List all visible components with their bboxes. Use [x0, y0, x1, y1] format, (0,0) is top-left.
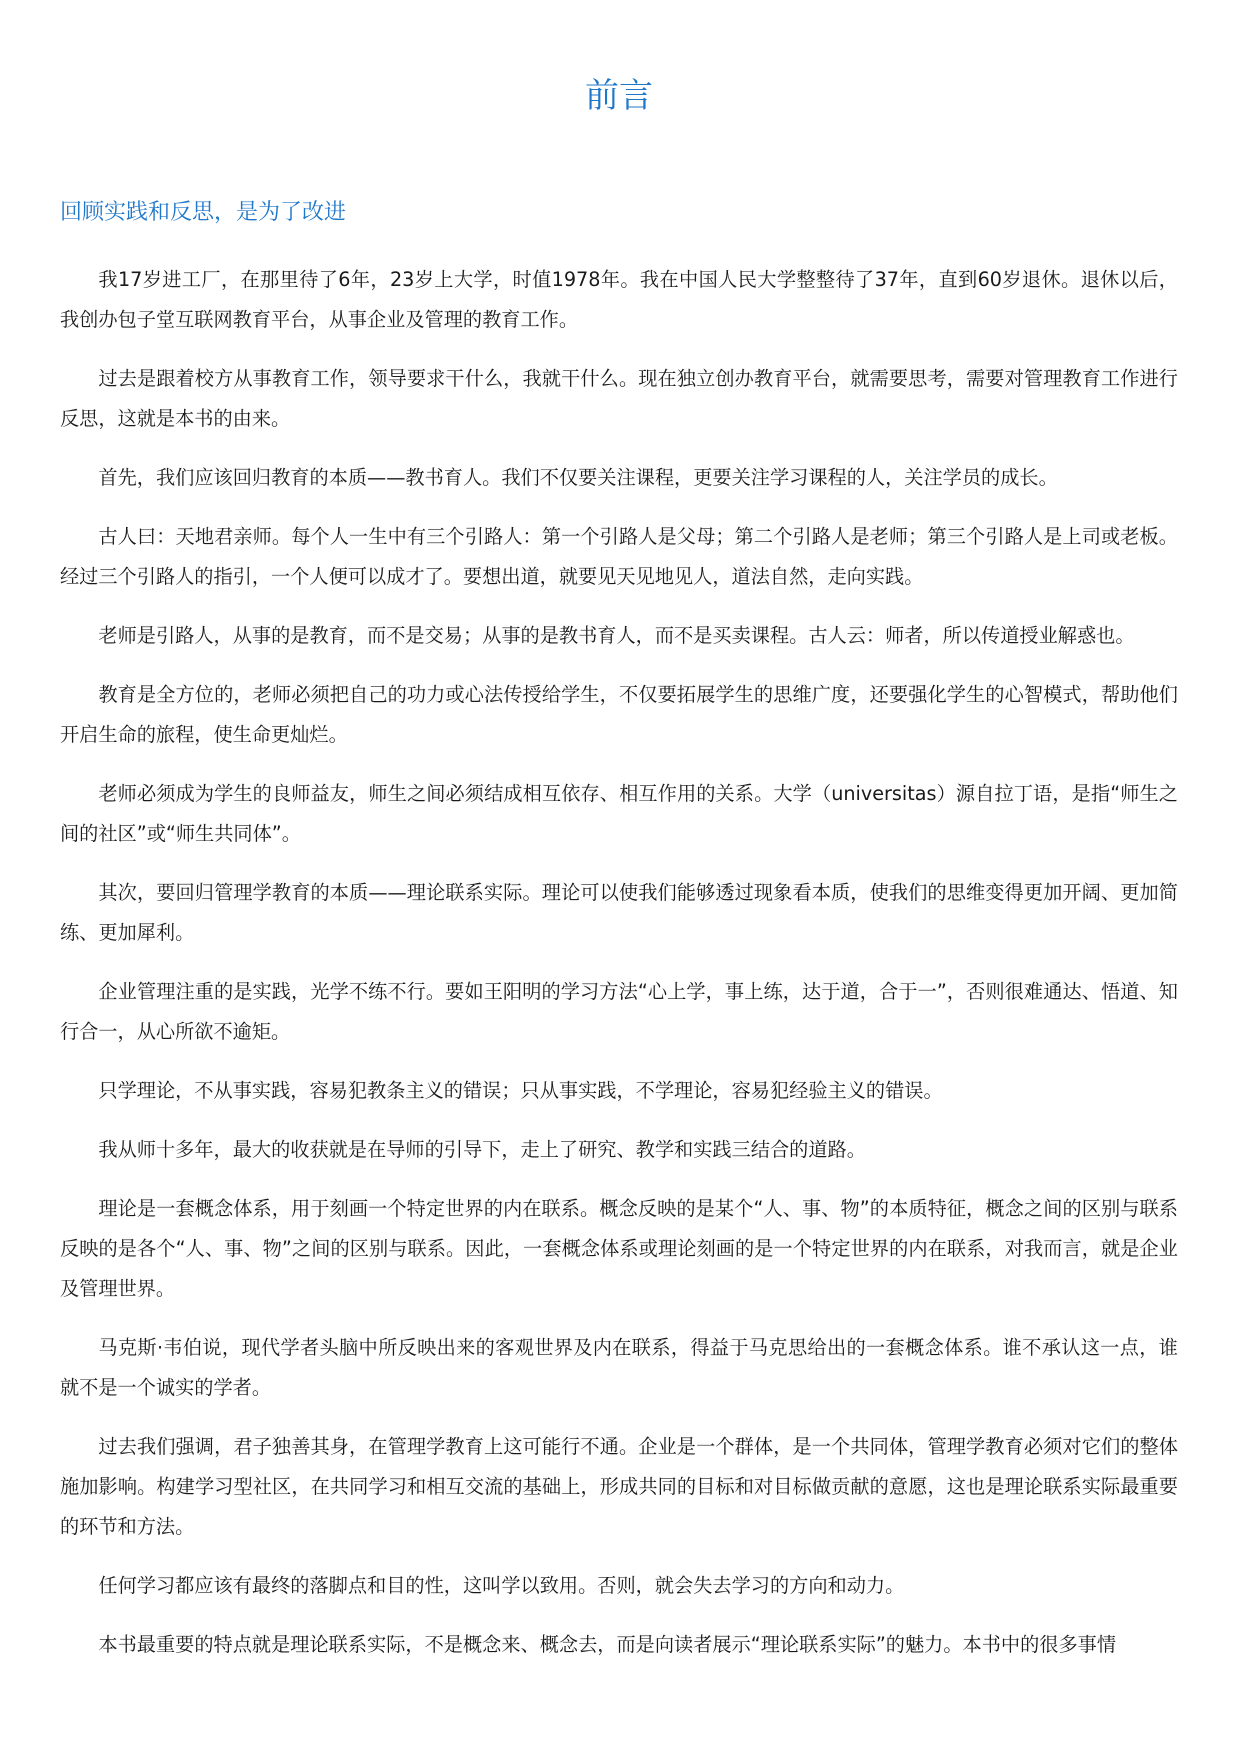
paragraph: 教育是全方位的，老师必须把自己的功力或心法传授给学生，不仅要拓展学生的思维广度，还要强化学生的心智模式，帮助他们开启生命的旅程，使生命更灿烂。 [60, 683, 1178, 746]
paragraph: 我从师十多年，最大的收获就是在导师的引导下，走上了研究、教学和实践三结合的道路。 [98, 1138, 866, 1161]
paragraph: 首先，我们应该回归教育的本质——教书育人。我们不仅要关注课程，更要关注学习课程的人，关注学员的成长。 [98, 466, 1058, 489]
paragraph: 过去是跟着校方从事教育工作，领导要求干什么，我就干什么。现在独立创办教育平台，就需要思考，需要对管理教育工作进行反思，这就是本书的由来。 [60, 367, 1178, 430]
page-title: 前言 [585, 76, 653, 116]
paragraph: 老师必须成为学生的良师益友，师生之间必须结成相互依存、相互作用的关系。大学（universitas）源自拉丁语，是指“师生之间的社区”或“师生共同体”。 [60, 782, 1178, 845]
paragraph: 马克斯·韦伯说，现代学者头脑中所反映出来的客观世界及内在联系，得益于马克思给出的一套概念体系。谁不承认这一点，谁就不是一个诚实的学者。 [60, 1336, 1178, 1399]
paragraph: 其次，要回归管理学教育的本质——理论联系实际。理论可以使我们能够透过现象看本质，使我们的思维变得更加开阔、更加简练、更加犀利。 [60, 881, 1178, 944]
paragraph: 只学理论，不从事实践，容易犯教条主义的错误；只从事实践，不学理论，容易犯经验主义的错误。 [98, 1079, 943, 1102]
paragraph: 我17岁进工厂，在那里待了6年，23岁上大学，时值1978年。我在中国人民大学整整待了37年，直到60岁退休。退休以后，我创办包子堂互联网教育平台，从事企业及管理的教育工作。 [60, 268, 1178, 331]
paragraph: 本书最重要的特点就是理论联系实际，不是概念来、概念去，而是向读者展示“理论联系实际”的魅力。本书中的很多事情 [98, 1633, 1117, 1656]
section-heading: 回顾实践和反思，是为了改进 [60, 200, 347, 225]
paragraph: 过去我们强调，君子独善其身，在管理学教育上这可能行不通。企业是一个群体，是一个共同体，管理学教育必须对它们的整体施加影响。构建学习型社区，在共同学习和相互交流的基础上，形成共同的目标和对目标做贡献的意愿，这也是理论联系实际最重要的环节和方法。 [60, 1435, 1178, 1538]
paragraph: 理论是一套概念体系，用于刻画一个特定世界的内在联系。概念反映的是某个“人、事、物”的本质特征，概念之间的区别与联系反映的是各个“人、事、物”之间的区别与联系。因此，一套概念体系或理论刻画的是一个特定世界的内在联系，对我而言，就是企业及管理世界。 [60, 1197, 1178, 1300]
paragraph: 古人曰：天地君亲师。每个人一生中有三个引路人：第一个引路人是父母；第二个引路人是老师；第三个引路人是上司或老板。经过三个引路人的指引，一个人便可以成才了。要想出道，就要见天见地见人，道法自然，走向实践。 [60, 525, 1178, 588]
paragraph: 老师是引路人，从事的是教育，而不是交易；从事的是教书育人，而不是买卖课程。古人云：师者，所以传道授业解惑也。 [98, 624, 1135, 647]
paragraph: 任何学习都应该有最终的落脚点和目的性，这叫学以致用。否则，就会失去学习的方向和动力。 [98, 1574, 905, 1597]
paragraph: 企业管理注重的是实践，光学不练不行。要如王阳明的学习方法“心上学，事上练，达于道，合于一”，否则很难通达、悟道、知行合一，从心所欲不逾矩。 [60, 980, 1178, 1043]
body-text [60, 260, 1178, 1665]
